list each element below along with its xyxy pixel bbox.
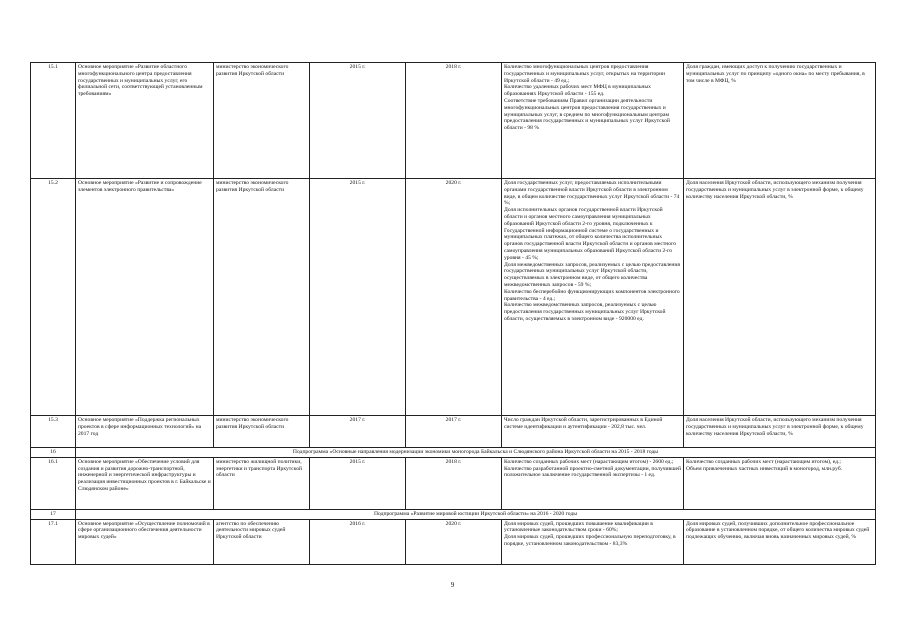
activity-cell: Основное мероприятие «Развитие областного многофункционального центра предоставления государственных и муниципальных услуг, его филиальной сети, соответствующей установленным требованиям» (76, 63, 214, 179)
indicator-line: Объем привлеченных частных инвестиций в моногород, млн.руб. (686, 465, 843, 472)
table-row (31, 457, 876, 509)
executor-cell: министерство жилищной политики, энергетики и транспорта Иркутской области (214, 457, 310, 509)
start-year-cell: 2015 г. (310, 179, 406, 416)
result-line: Количество созданных рабочих мест (нарастающим итогом) - 2600 ед.; (504, 458, 674, 465)
result-line: Число граждан Иркутской области, зарегистрированных в Единой системе идентификации и аутентификации - 202,8 тыс. чел. (504, 417, 663, 430)
result-line: Доля исполнительных органов государственной власти Иркутской области и органов местного самоуправления муниципальных образований Иркутской области 2-го уровня, подключенных к Государственной информационной системе о государственных и муниципальных платежах, от общего количества исполнительных органов государственной власти Иркутской области и органов местного самоуправления муниципальных образований Иркутской области 2-го уровня - 45 %; (504, 207, 677, 261)
result-line: Соответствие требованиям Правил организации деятельности многофункциональных центров предоставления государственных и муниципальных услуг, в среднем по многофункциональным центрам предоставления государственных и муниципальных услуг Иркутской области - 98 % (504, 97, 670, 132)
subprogram-title: Подпрограмма «Основные направления модернизации экономики моногорода Байкальска и Слюдянского района Иркутской области на 2015 - 2018 годы (76, 448, 876, 458)
results-cell (502, 179, 684, 416)
end-year-cell: 2018 г. (406, 457, 502, 509)
start-year-cell: 2015 г. (310, 63, 406, 179)
table-row (31, 519, 876, 564)
start-year-cell: 2015 г. (310, 457, 406, 509)
result-line: Количество разработанной проектно-сметной документации, получившей положительное заключение государственной экспертизы - 1 ед. (504, 465, 681, 479)
start-year-cell: 2016 г. (310, 519, 406, 564)
indicator-cell: Доля мировых судей, получивших дополнительное профессиональное образование в установленном порядке, от общего количества мировых судей подлежащих обучению, включая вновь назначенных мировых судей, % (684, 519, 876, 564)
result-line: Количество межведомственных запросов, реализуемых с целью предоставления государственных муниципальных услуг Иркутской области, осуществляемых в электронном виде - 920000 ед. (504, 302, 666, 322)
indicator-cell: Доля населения Иркутской области, использующего механизм получения государственных и муниципальных услуг в электронной форме, к общему количеству населения Иркутской области, % (684, 416, 876, 448)
results-cell (502, 416, 684, 448)
indicator-cell: Доля граждан, имеющих доступ к получению государственных и муниципальных услуг по принципу «одного окна» по месту пребывания, в том числе в МФЦ, % (684, 63, 876, 179)
subprogram-row (31, 509, 876, 519)
indicator-line: Количество созданных рабочих мест (нарастающим итогом), ед.; (686, 458, 841, 465)
result-line: Доля межведомственных запросов, реализуемых с целью предоставления государственных муниципальных услуг Иркутской области, осуществляемых в электронном виде, от общего количества межведомственных запросов - 59 %; (504, 261, 680, 288)
section-number: 17 (31, 509, 76, 519)
end-year-cell: 2020 г. (406, 179, 502, 416)
subprogram-row (31, 448, 876, 458)
end-year-cell: 2017 г. (406, 416, 502, 448)
result-line: Количество удаленных рабочих мест МФЦ в муниципальных образованиях Иркутской области - 155 ед. (504, 84, 651, 98)
result-line: Доля мировых судей, прошедших профессиональную переподготовку, в порядке, установленном законодательством - 83,3% (504, 534, 676, 547)
result-line: Доля мировых судей, прошедших повышение квалификации в установленные законодательством сроки - 60%; (504, 520, 653, 534)
results-cell (502, 519, 684, 564)
row-number: 17.1 (31, 519, 76, 564)
result-line: Доля государственных услуг, предоставляемых исполнительными органами государственной власти Иркутской области в электронном виде, в общем количестве государственных услуг Иркутской области - 74 %; (504, 180, 680, 207)
activity-cell: Основное мероприятие «Развитие и сопровождение элементов электронного правительства» (76, 179, 214, 416)
row-number: 16.1 (31, 457, 76, 509)
row-number: 15.1 (31, 63, 76, 179)
activity-cell: Основное мероприятие «Осуществление полномочий в сфере организационного обеспечения деятельности мировых судей» (76, 519, 214, 564)
indicator-cell: Доля населения Иркутской области, использующего механизм получения государственных и муниципальных услуг в электронной форме, к общему количеству населения Иркутской области, % (684, 179, 876, 416)
executor-cell: министерство экономического развития Иркутской области (214, 63, 310, 179)
end-year-cell: 2020 г. (406, 519, 502, 564)
row-number: 15.2 (31, 179, 76, 416)
indicator-cell (684, 457, 876, 509)
row-number: 15.3 (31, 416, 76, 448)
table-row (31, 63, 876, 179)
results-cell (502, 457, 684, 509)
result-line: Количество бесперебойно функционирующих компонентов электронного правительства - 4 ед.; (504, 288, 680, 302)
table-row (31, 416, 876, 448)
start-year-cell: 2017 г. (310, 416, 406, 448)
executor-cell: министерство экономического развития Иркутской области (214, 179, 310, 416)
section-number: 16 (31, 448, 76, 458)
result-line: Количество многофункциональных центров предоставления государственных и муниципальных услуг, открытых на территории Иркутской области - 49 ед.; (504, 64, 666, 84)
end-year-cell: 2018 г. (406, 63, 502, 179)
executor-cell: министерство экономического развития Иркутской области (214, 416, 310, 448)
table-row (31, 179, 876, 416)
results-cell (502, 63, 684, 179)
page-number: 9 (450, 581, 455, 589)
subprogram-title: Подпрограмма «Развитие мировой юстиции Иркутской области» на 2016 - 2020 годы (76, 509, 876, 519)
activity-cell: Основное мероприятие «Обеспечение условий для создания и развития дорожно-транспортной, инженерной и энергетической инфраструктуры и реализация инвестиционных проектов в г. Байкальске и Слюдянском районе» (76, 457, 214, 509)
program-activities-table (30, 62, 876, 565)
activity-cell: Основное мероприятие «Поддержка региональных проектов в сфере информационных технологий» на 2017 год (76, 416, 214, 448)
executor-cell: агентство по обеспечению деятельности мировых судей Иркутской области (214, 519, 310, 564)
